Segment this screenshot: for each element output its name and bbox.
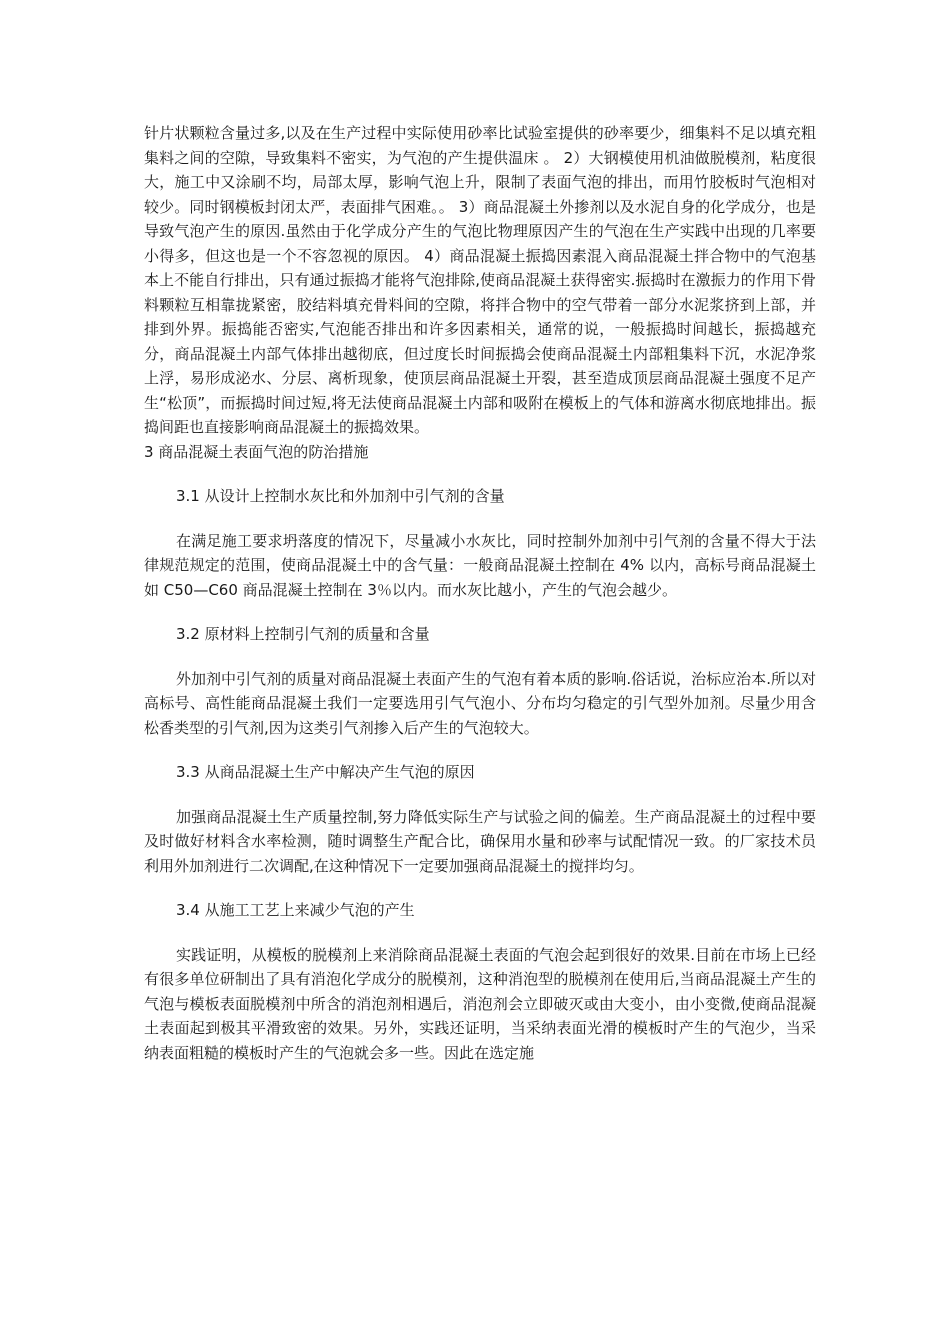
document-body [144,121,816,1065]
spacer [144,602,816,622]
spacer [144,464,816,484]
spacer [144,878,816,898]
section-heading: 3 商品混凝土表面气泡的防治措施 [144,442,369,461]
intro-paragraph: 针片状颗粒含量过多,以及在生产过程中实际使用砂率比试验室提供的砂率要少，细集料不足以填充粗集料之间的空隙，导致集料不密实，为气泡的产生提供温床 。 2）大钢模使用机油做脱模剂，粘度很大，施工中又涂刷不均，局部太厚，影响气泡上升，限制了表面气泡的排出，而用竹胶板时气泡相对较少。同时钢模板封闭太严，表面排气困难。。 3）商品混凝土外掺剂以及水泥自身的化学成分，也是导致气泡产生的原因.虽然由于化学成分产生的气泡比物理原因产生的气泡在生产实践中出现的几率要小得多，但这也是一个不容忽视的原因。 4）商品混凝土振捣因素混入商品混凝土拌合物中的气泡基本上不能自行排出，只有通过振捣才能将气泡排除,使商品混凝土获得密实.振捣时在激振力的作用下骨料颗粒互相靠拢紧密，胶结料填充骨料间的空隙，将拌合物中的空气带着一部分水泥浆挤到上部，并排到外界。振捣能否密实,气泡能否排出和许多因素相关，通常的说，一般振捣时间越长，振捣越充分，商品混凝土内部气体排出越彻底，但过度长时间振捣会使商品混凝土内部粗集料下沉，水泥净浆上浮，易形成泌水、分层、离析现象，使顶层商品混凝土开裂，甚至造成顶层商品混凝土强度不足产生“松顶”，而振捣时间过短,将无法使商品混凝土内部和吸附在模板上的气体和游离水彻底地排出。振捣间距也直接影响商品混凝土的振捣效果。 [144,124,816,436]
subsection-body-3-1: 在满足施工要求坍落度的情况下，尽量减小水灰比，同时控制外加剂中引气剂的含量不得大于法律规范规定的范围，使商品混凝土中的含气量：一般商品混凝土控制在 4% 以内，高标号商品混凝土如 C50—C60 商品混凝土控制在 3％以内。而水灰比越小，产生的气泡会越少。 [144,531,816,599]
subsection-heading-3-3: 3.3 从商品混凝土生产中解决产生气泡的原因 [176,763,475,781]
subsection-body-3-4: 实践证明，从模板的脱模剂上来消除商品混凝土表面的气泡会起到很好的效果.目前在市场上已经有很多单位研制出了具有消泡化学成分的脱模剂，这种消泡型的脱模剂在使用后,当商品混凝土产生的气泡与模板表面脱模剂中所含的消泡剂相遇后，消泡剂会立即破灭或由大变小，由小变微,使商品混凝土表面起到极其平滑致密的效果。另外，实践还证明，当采纳表面光滑的模板时产生的气泡少，当采纳表面粗糙的模板时产生的气泡就会多一些。因此在选定施 [144,945,816,1062]
subsection-heading-3-2: 3.2 原材料上控制引气剂的质量和含量 [176,625,430,643]
spacer [144,647,816,667]
subsection-body-3-2: 外加剂中引气剂的质量对商品混凝土表面产生的气泡有着本质的影响.俗话说，治标应治本.所以对高标号、高性能商品混凝土我们一定要选用引气气泡小、分布均匀稳定的引气型外加剂。尽量少用含松香类型的引气剂,因为这类引气剂掺入后产生的气泡较大。 [144,669,816,737]
spacer [144,740,816,760]
spacer [144,923,816,943]
spacer [144,509,816,529]
spacer [144,785,816,805]
subsection-heading-3-1: 3.1 从设计上控制水灰比和外加剂中引气剂的含量 [176,487,505,505]
subsection-heading-3-4: 3.4 从施工工艺上来减少气泡的产生 [176,901,415,919]
subsection-body-3-3: 加强商品混凝土生产质量控制,努力降低实际生产与试验之间的偏差。生产商品混凝土的过程中要及时做好材料含水率检测，随时调整生产配合比，确保用水量和砂率与试配情况一致。的厂家技术员利用外加剂进行二次调配,在这种情况下一定要加强商品混凝土的搅拌均匀。 [144,807,816,875]
